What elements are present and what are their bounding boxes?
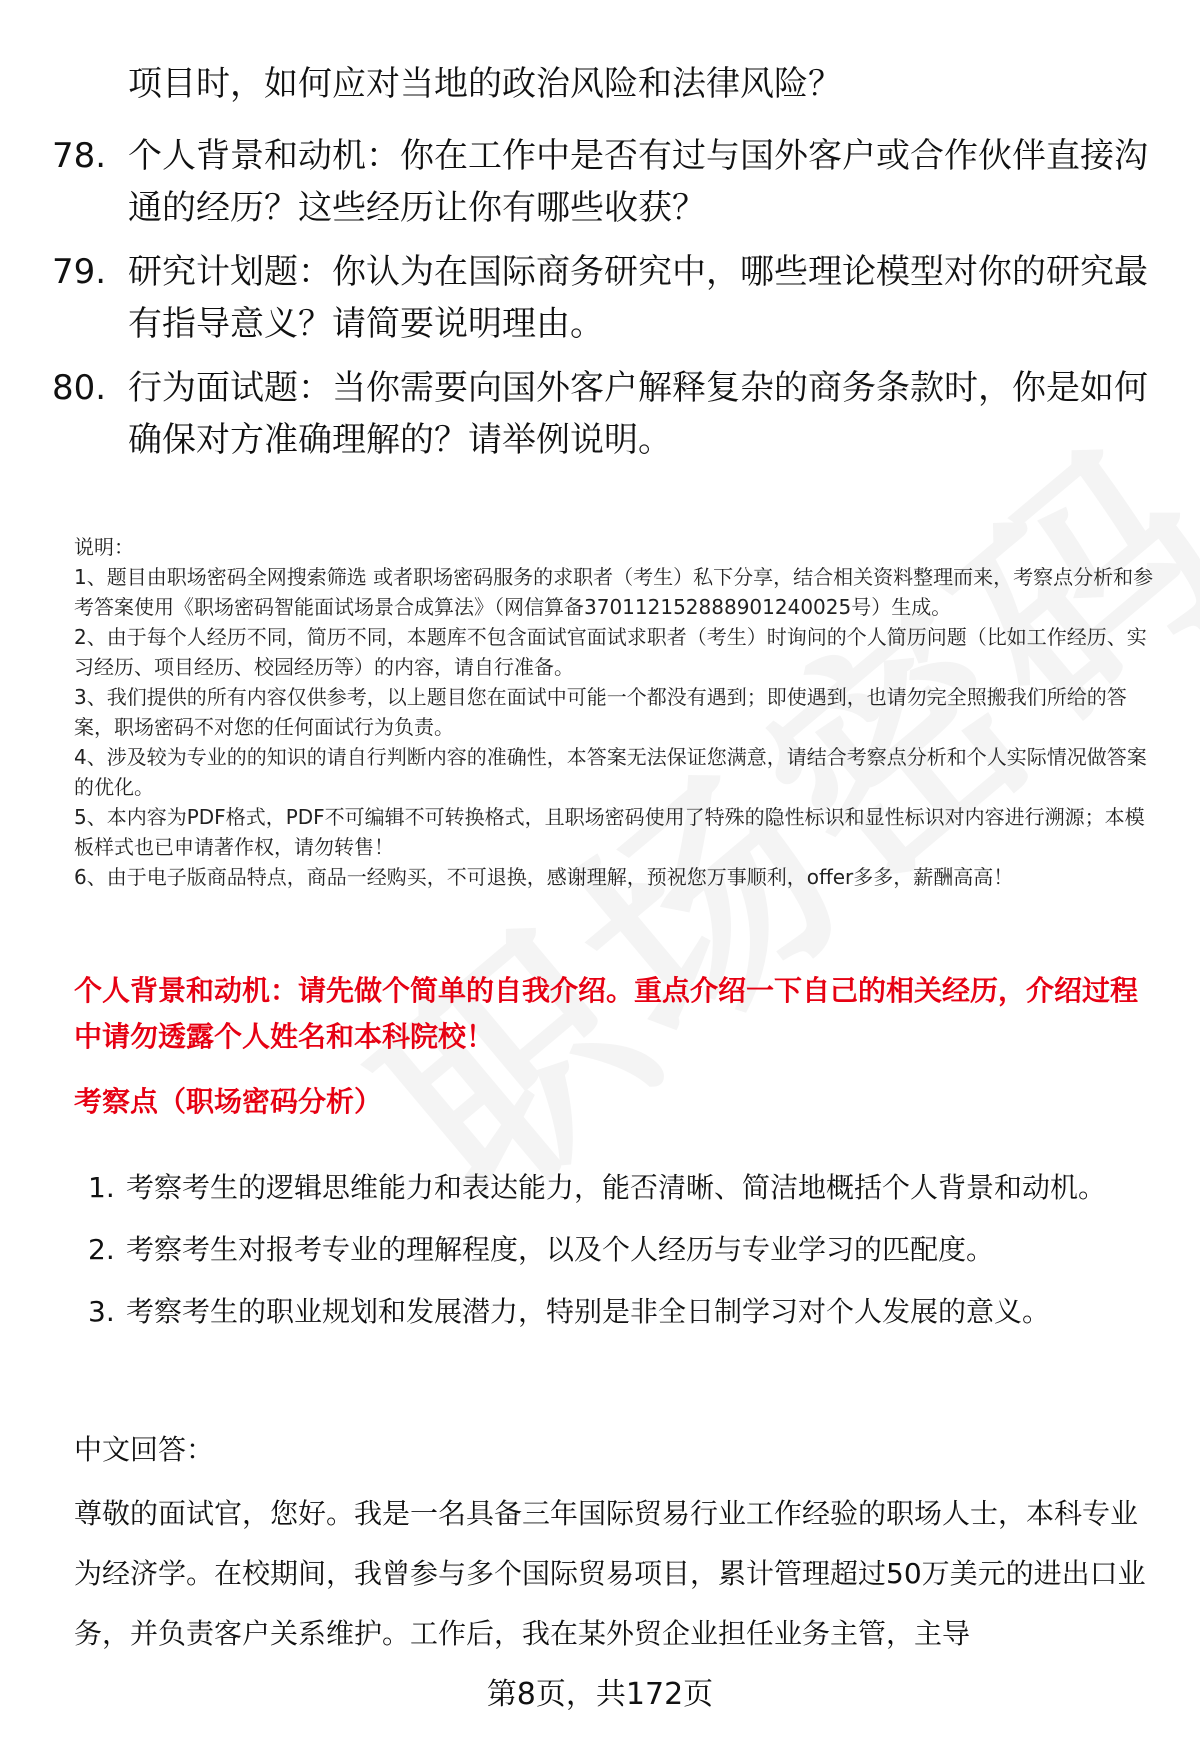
note-item: 1、题目由职场密码全网搜索筛选 或者职场密码服务的求职者（考生）私下分享，结合相关资料整理而来，考察点分析和参考答案使用《职场密码智能面试场景合成算法》（网信算备370112152888901240025号）生成。: [74, 565, 1154, 619]
question-text: 研究计划题：你认为在国际商务研究中，哪些理论模型对你的研究最有指导意义？请简要说明理由。: [128, 252, 1148, 344]
list-number: 1.: [88, 1171, 115, 1204]
question-number: 80.: [52, 368, 107, 408]
question-text: 行为面试题：当你需要向国外客户解释复杂的商务条款时，你是如何确保对方准确理解的？请举例说明。: [128, 368, 1148, 460]
list-item: [74, 1160, 1134, 1216]
question-77-continuation: 项目时，如何应对当地的政治风险和法律风险？: [128, 64, 842, 104]
analysis-heading: 考察点（职场密码分析）: [74, 1085, 383, 1118]
note-item: 5、本内容为PDF格式，PDF不可编辑不可转换格式，且职场密码使用了特殊的隐性标识和显性标识对内容进行溯源；本模板样式也已申请著作权，请勿转售！: [74, 805, 1145, 859]
notes-title: 说明：: [74, 535, 134, 559]
list-item: [74, 1284, 1134, 1340]
list-text: 考察考生的职业规划和发展潜力，特别是非全日制学习对个人发展的意义。: [126, 1295, 1051, 1328]
note-item: 3、我们提供的所有内容仅供参考，以上题目您在面试中可能一个都没有遇到；即使遇到，也请勿完全照搬我们所给的答案，职场密码不对您的任何面试行为负责。: [74, 685, 1127, 739]
question-text: 个人背景和动机：你在工作中是否有过与国外客户或合作伙伴直接沟通的经历？这些经历让你有哪些收获？: [128, 136, 1148, 228]
answer-text: 尊敬的面试官，您好。我是一名具备三年国际贸易行业工作经验的职场人士，本科专业为经济学。在校期间，我曾参与多个国际贸易项目，累计管理超过50万美元的进出口业务，并负责客户关系维护。工作后，我在某外贸企业担任业务主管，主导: [74, 1497, 1146, 1650]
answer-label: 中文回答：: [74, 1433, 215, 1466]
question-number: 78.: [52, 136, 107, 176]
note-item: 4、涉及较为专业的的知识的请自行判断内容的准确性，本答案无法保证您满意，请结合考察点分析和个人实际情况做答案的优化。: [74, 745, 1147, 799]
notes-section: [74, 532, 1158, 892]
list-number: 2.: [88, 1233, 115, 1266]
list-number: 3.: [88, 1295, 115, 1328]
analysis-list: [74, 1160, 1134, 1346]
question-heading: 个人背景和动机：请先做个简单的自我介绍。重点介绍一下自己的相关经历，介绍过程中请勿透露个人姓名和本科院校！: [74, 974, 1139, 1053]
list-text: 考察考生的逻辑思维能力和表达能力，能否清晰、简洁地概括个人背景和动机。: [126, 1171, 1107, 1204]
list-item: [74, 1222, 1134, 1278]
list-text: 考察考生对报考专业的理解程度，以及个人经历与专业学习的匹配度。: [126, 1233, 995, 1266]
note-item: 2、由于每个人经历不同，简历不同，本题库不包含面试官面试求职者（考生）时询问的个人简历问题（比如工作经历、实习经历、项目经历、校园经历等）的内容，请自行准备。: [74, 625, 1147, 679]
question-number: 79.: [52, 252, 107, 292]
note-item: 6、由于电子版商品特点，商品一经购买，不可退换，感谢理解，预祝您万事顺利，offer多多，薪酬高高！: [74, 865, 1014, 889]
page-number: 第8页，共172页: [486, 1677, 714, 1712]
